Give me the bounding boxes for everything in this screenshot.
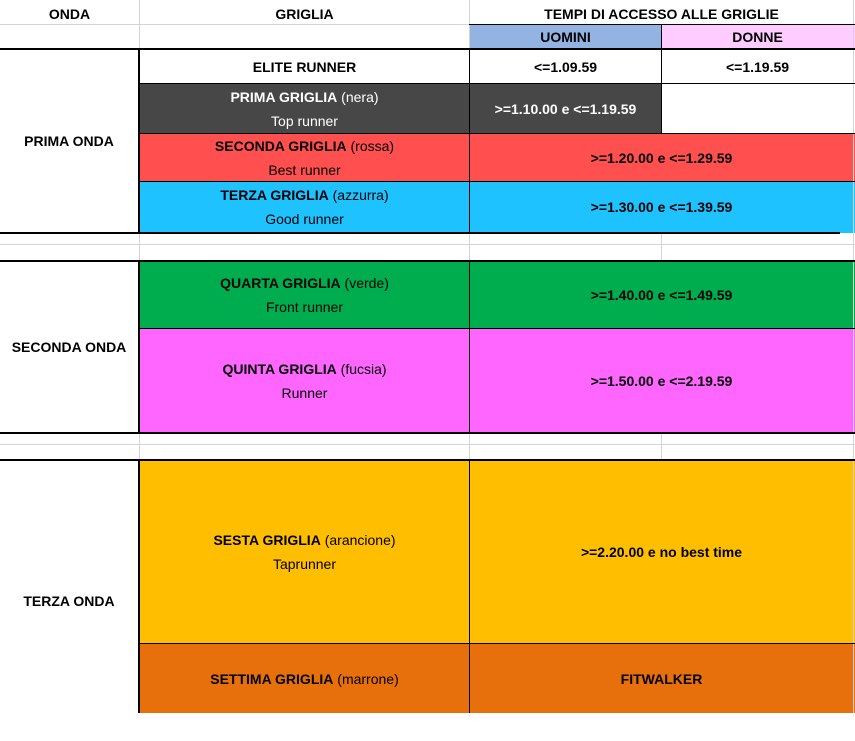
elite-runner-label: ELITE RUNNER [252, 58, 357, 75]
quarta-griglia-label: QUARTA GRIGLIA (verde) Front runner [220, 275, 389, 315]
terza-griglia-label: TERZA GRIGLIA (azzurra) Good runner [220, 187, 389, 227]
wave-prima-onda: PRIMA ONDA [24, 133, 114, 149]
quinta-griglia-time: >=1.50.00 e <=2.19.59 [590, 372, 733, 389]
terza-griglia-time: >=1.30.00 e <=1.39.59 [590, 199, 733, 215]
settima-griglia-time: FITWALKER [620, 670, 703, 687]
sesta-griglia-time: >=2.20.00 e no best time [580, 544, 743, 560]
header-donne: DONNE [732, 29, 783, 45]
header-uomini: UOMINI [540, 29, 591, 45]
quinta-griglia-label: QUINTA GRIGLIA (fucsia) Runner [222, 360, 387, 401]
header-tempi: TEMPI DI ACCESSO ALLE GRIGLIE [544, 6, 779, 22]
header-griglia: GRIGLIA [275, 6, 334, 22]
seconda-griglia-time: >=1.20.00 e <=1.29.59 [590, 149, 733, 166]
prima-griglia-label: PRIMA GRIGLIA (nera) Top runner [230, 88, 379, 129]
prima-griglia-time: >=1.10.00 e <=1.19.59 [494, 100, 637, 117]
header-onda: ONDA [48, 6, 91, 22]
seconda-griglia-label: SECONDA GRIGLIA (rossa) Best runner [214, 137, 395, 178]
wave-terza-onda: TERZA ONDA [23, 593, 115, 609]
elite-men-time: <=1.09.59 [533, 58, 598, 75]
quarta-griglia-time: >=1.40.00 e <=1.49.59 [590, 287, 733, 303]
elite-women-time: <=1.19.59 [725, 58, 790, 75]
settima-griglia-label: SETTIMA GRIGLIA (marrone) [210, 670, 399, 687]
wave-seconda-onda: SECONDA ONDA [11, 339, 127, 355]
sesta-griglia-label: SESTA GRIGLIA (arancione) Taprunner [213, 532, 396, 572]
